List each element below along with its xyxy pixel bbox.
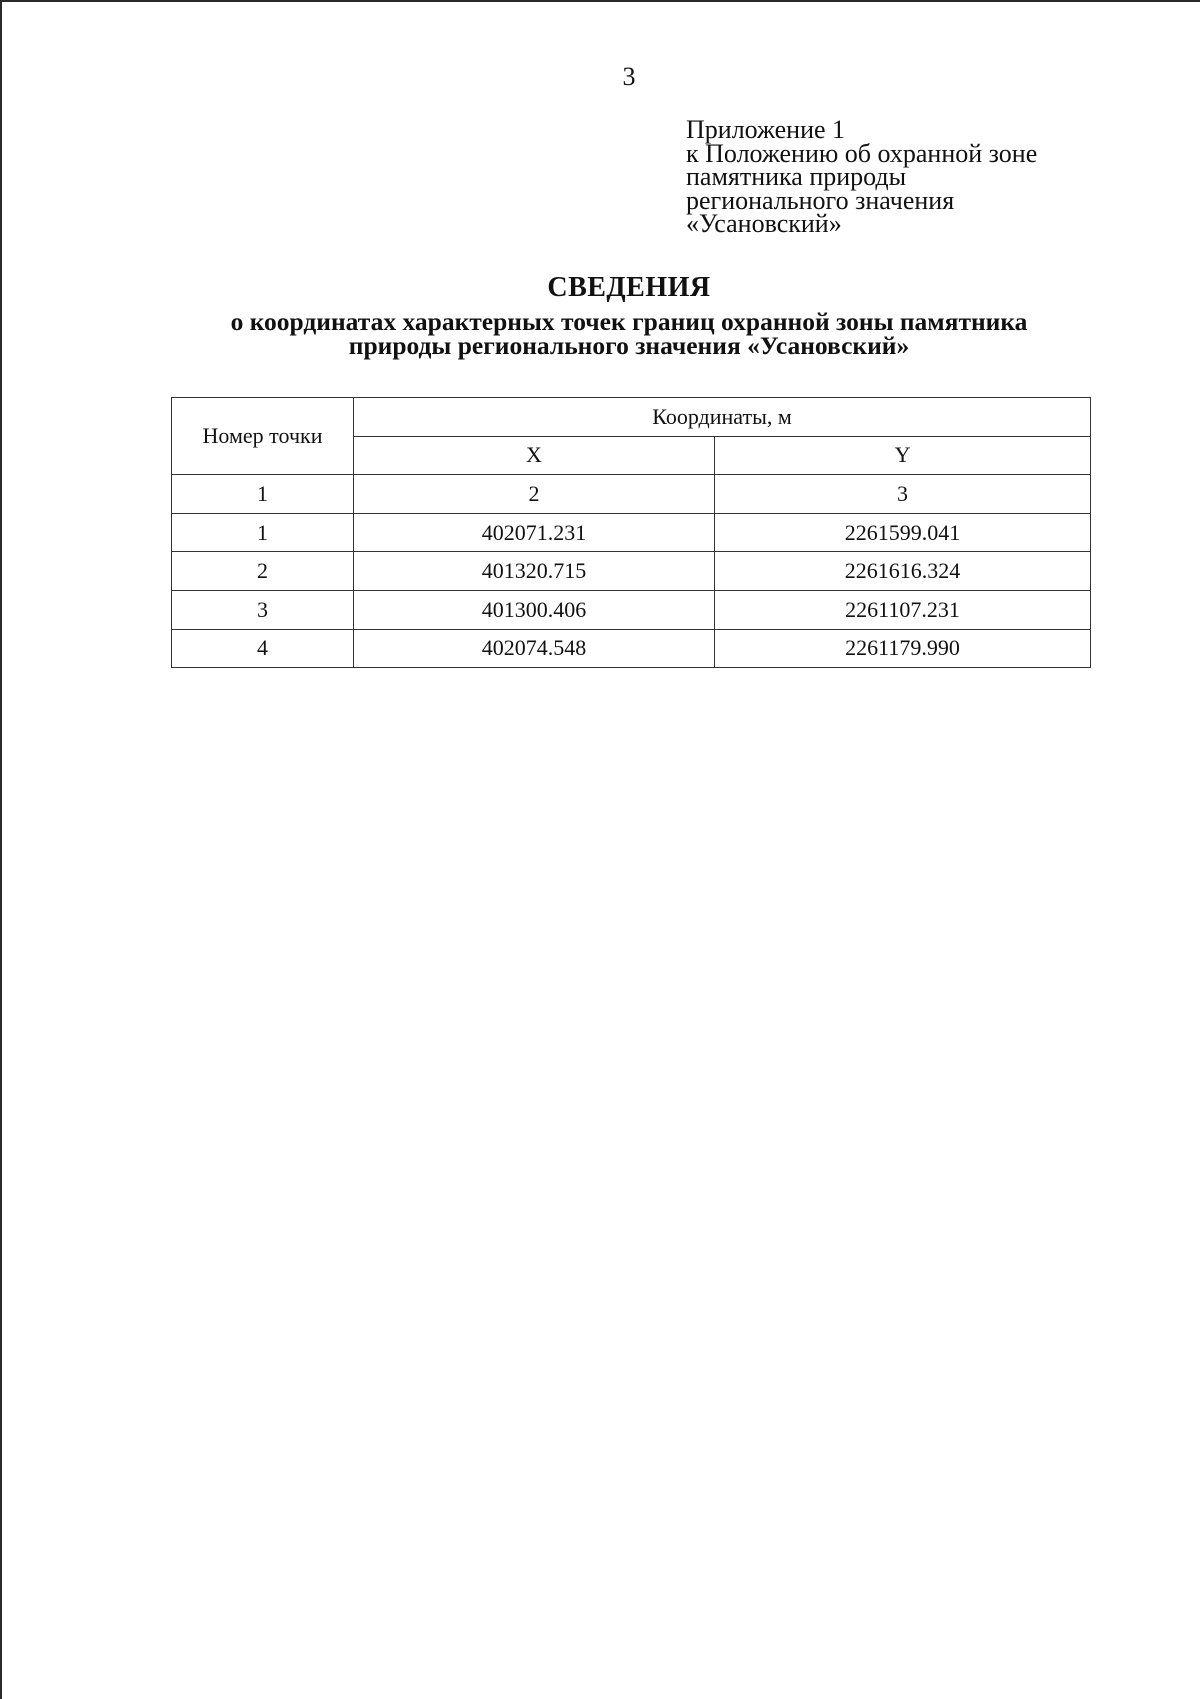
point-number-cell: 1: [172, 513, 354, 552]
x-header: X: [354, 436, 715, 475]
scan-edge-top: [0, 0, 1200, 2]
y-coordinate-cell: 2261599.041: [715, 513, 1091, 552]
table-row: [172, 552, 1091, 591]
subtitle-line: о координатах характерных точек границ охранной зоны памятника: [230, 307, 1028, 336]
point-number-header: Номер точки: [172, 398, 354, 475]
document-title: СВЕДЕНИЯ: [547, 272, 711, 303]
table-row: [172, 590, 1091, 629]
y-coordinate-cell: 2261179.990: [715, 629, 1091, 668]
table-header-row: [172, 398, 1091, 437]
x-coordinate-cell: 402071.231: [354, 513, 715, 552]
appendix-line: памятника природы: [686, 162, 907, 191]
appendix-line: «Усановский»: [686, 209, 842, 238]
appendix-line: к Положению об охранной зоне: [686, 138, 1038, 168]
point-number-cell: 4: [172, 629, 354, 668]
x-coordinate-cell: 402074.548: [354, 629, 715, 668]
appendix-note: [686, 115, 1038, 238]
coordinates-header: Координаты, м: [354, 398, 1091, 437]
document-subtitle: [0, 307, 1200, 360]
subtitle-line: природы регионального значения «Усановский»: [348, 331, 910, 360]
column-number: 3: [715, 475, 1091, 514]
column-number: 1: [172, 475, 354, 514]
page-number: 3: [622, 62, 636, 91]
appendix-line: регионального значения: [686, 185, 955, 215]
x-coordinate-cell: 401300.406: [354, 590, 715, 629]
scan-edge-left: [0, 0, 2, 1699]
appendix-line: Приложение 1: [686, 115, 846, 144]
table-row: [172, 513, 1091, 552]
column-number: 2: [354, 475, 715, 514]
point-number-cell: 3: [172, 590, 354, 629]
column-number-row: [172, 475, 1091, 514]
y-coordinate-cell: 2261107.231: [715, 590, 1091, 629]
coordinates-table: [171, 397, 1091, 668]
y-coordinate-cell: 2261616.324: [715, 552, 1091, 591]
y-header: Y: [715, 436, 1091, 475]
table-row: [172, 629, 1091, 668]
point-number-cell: 2: [172, 552, 354, 591]
x-coordinate-cell: 401320.715: [354, 552, 715, 591]
